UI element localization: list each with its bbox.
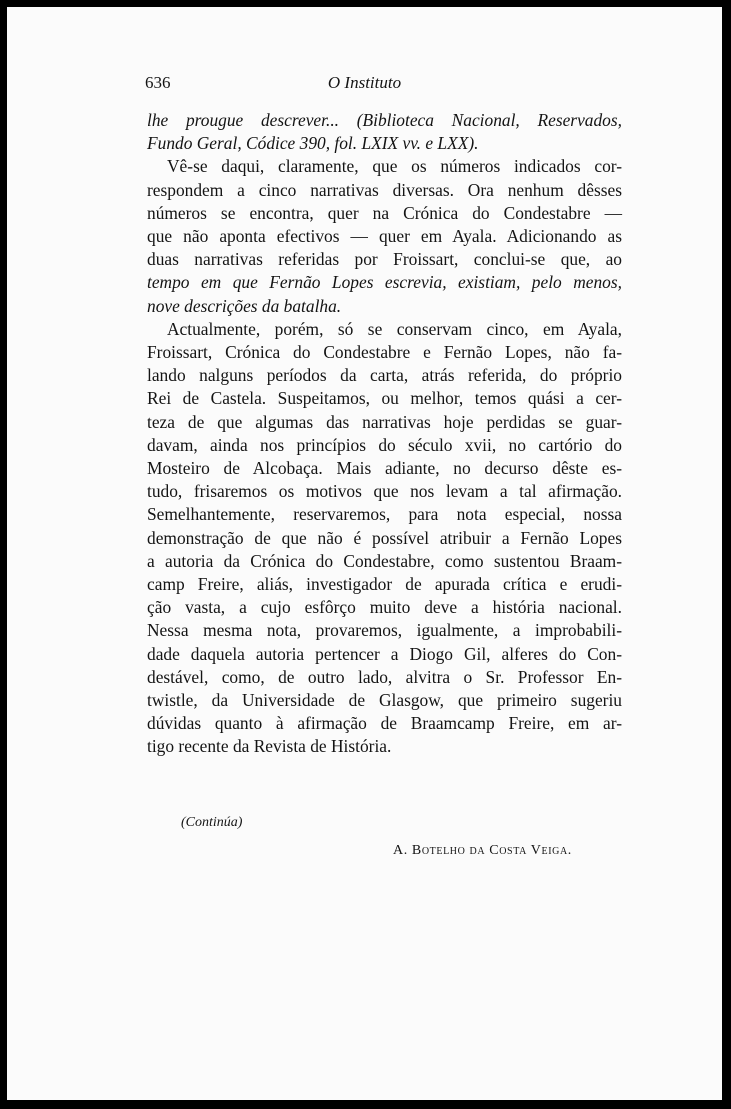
text-line: Mosteiro de Alcobaça. Mais adiante, no decurso dêste es- — [147, 458, 622, 479]
page-header — [7, 73, 722, 97]
text-line: Actualmente, porém, só se conservam cinco, em Ayala, — [167, 318, 622, 339]
text-line: tempo em que Fernão Lopes escrevia, existiam, pelo menos, — [147, 272, 622, 293]
text-line: camp Freire, aliás, investigador de apurada crítica e erudi- — [147, 574, 622, 595]
text-line: tigo recente da Revista de História. — [147, 736, 392, 757]
text-line: Semelhantemente, reservaremos, para nota especial, nossa — [147, 504, 622, 525]
text-line: tudo, frisaremos os motivos que nos levam a tal afirmação. — [147, 481, 622, 502]
running-title: O Instituto — [327, 73, 402, 92]
text-line: ção vasta, a cujo esfôrço muito deve a história nacional. — [147, 597, 622, 618]
text-line: destável, como, de outro lado, alvitra o Sr. Professor En- — [147, 666, 622, 687]
text-line: davam, ainda nos princípios do século xvii, no cartório do — [147, 434, 622, 455]
text-line: twistle, da Universidade de Glasgow, que primeiro sugeriu — [147, 690, 622, 711]
book-page — [7, 7, 722, 1100]
body-text — [147, 109, 622, 759]
continuation-note: (Continúa) — [181, 815, 243, 830]
text-line: lhe prougue descrever... (Biblioteca Nacional, Reservados, — [147, 110, 622, 130]
author-signature: A. Botelho da Costa Veiga. — [393, 843, 572, 858]
text-line: dúvidas quanto à afirmação de Braamcamp Freire, em ar- — [147, 713, 622, 734]
text-line: nove descrições da batalha. — [147, 295, 342, 316]
text-line: números se encontra, quer na Crónica do Condestabre — — [147, 202, 622, 223]
text-line: a autoria da Crónica do Condestabre, como sustentou Braam- — [147, 550, 622, 571]
text-line: Nessa mesma nota, provaremos, igualmente, a improbabili- — [147, 620, 622, 641]
text-line: dade daquela autoria pertencer a Diogo Gil, alferes do Con- — [147, 643, 622, 664]
text-line: Froissart, Crónica do Condestabre e Fernão Lopes, não fa- — [147, 342, 622, 363]
text-line: Vê-se daqui, claramente, que os números indicados cor- — [167, 156, 622, 177]
page-number: 636 — [145, 73, 171, 92]
text-line: Fundo Geral, Códice 390, fol. LXIX vv. e LXX). — [147, 133, 479, 154]
text-line: demonstração de que não é possível atribuir a Fernão Lopes — [147, 527, 622, 548]
text-line: lando nalguns períodos da carta, atrás referida, do próprio — [147, 365, 622, 386]
text-line: duas narrativas referidas por Froissart, conclui-se que, ao — [147, 249, 622, 270]
text-line: que não aponta efectivos — quer em Ayala. Adicionando as — [147, 226, 622, 247]
text-line: teza de que algumas das narrativas hoje perdidas se guar- — [147, 411, 622, 432]
text-line: respondem a cinco narrativas diversas. Ora nenhum dêsses — [147, 179, 622, 200]
text-line: Rei de Castela. Suspeitamos, ou melhor, temos quási a cer- — [147, 388, 622, 409]
